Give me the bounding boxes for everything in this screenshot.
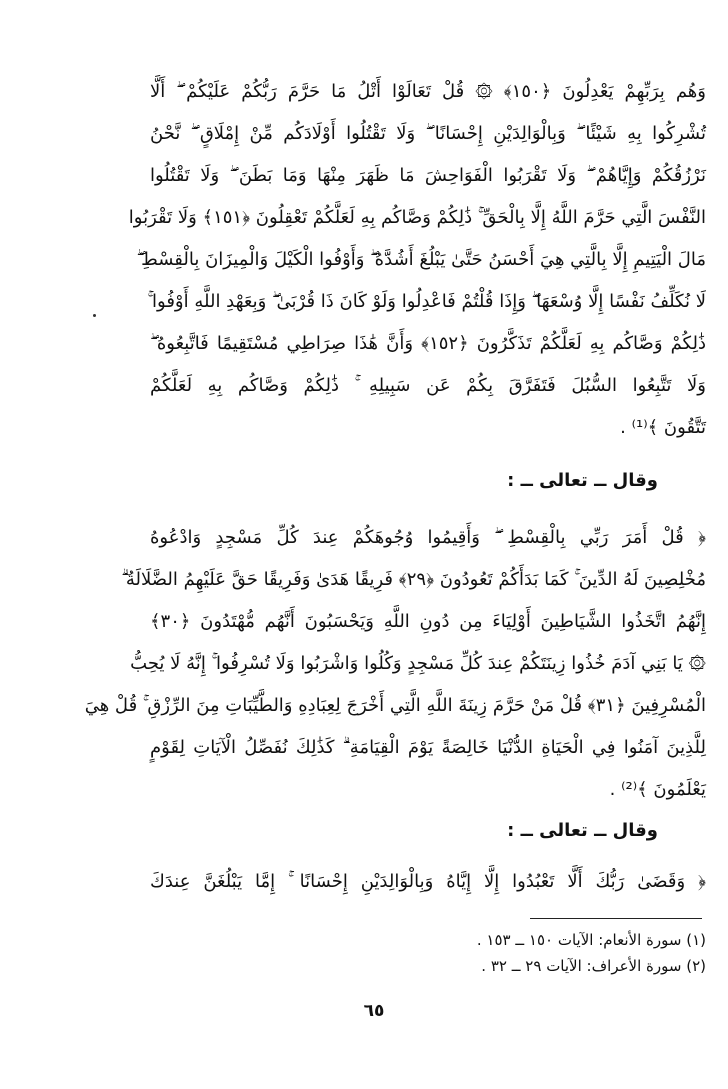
verse-line: النَّفْسَ الَّتِي حَرَّمَ اللَّهُ إِلَّا بِالْحَقِّ ۚ ذَٰلِكُمْ وَصَّاكُم بِهِ لَعَلَّكُمْ تَعْقِلُونَ ﴿١٥١﴾ وَلَا تَقْرَبُوا — [128, 207, 706, 228]
verse-line: وَهُم بِرَبِّهِمْ يَعْدِلُونَ ﴿١٥٠﴾ ۞ قُلْ تَعَالَوْا أَتْلُ مَا حَرَّمَ رَبُّكُمْ عَلَيْكُمْ ۖ أَلَّا — [150, 81, 706, 102]
scan-speck — [93, 314, 96, 317]
verse-line: لِلَّذِينَ آمَنُوا فِي الْحَيَاةِ الدُّنْيَا خَالِصَةً يَوْمَ الْقِيَامَةِ ۗ كَذَٰلِكَ نُفَصِّلُ الْآيَاتِ لِقَوْمٍ — [150, 737, 706, 758]
verse-line: لَا نُكَلِّفُ نَفْسًا إِلَّا وُسْعَهَا ۖ وَإِذَا قُلْتُمْ فَاعْدِلُوا وَلَوْ كَانَ ذَا قُرْبَىٰ ۖ وَبِعَهْدِ اللَّهِ أَوْفُوا ۚ — [147, 291, 706, 312]
verse-line: الْمُسْرِفِينَ ﴿٣١﴾ قُلْ مَنْ حَرَّمَ زِينَةَ اللَّهِ الَّتِي أَخْرَجَ لِعِبَادِهِ وَالطَّيِّبَاتِ مِنَ الرِّزْقِ ۚ قُلْ هِيَ — [84, 695, 706, 716]
verse-line: مُخْلِصِينَ لَهُ الدِّينَ ۚ كَمَا بَدَأَكُمْ تَعُودُونَ ﴿٢٩﴾ فَرِيقًا هَدَىٰ وَفَرِيقًا حَقَّ عَلَيْهِمُ الضَّلَالَةُ ۗ — [121, 569, 706, 590]
section-heading: وقال ــ تعالى ــ : — [507, 820, 658, 841]
footnote: (١) سورة الأنعام: الآيات ١٥٠ ــ ١٥٣ . — [476, 931, 706, 949]
page-number: ٦٥ — [363, 1001, 385, 1021]
verse-line: نَرْزُقُكُمْ وَإِيَّاهُمْ ۖ وَلَا تَقْرَبُوا الْفَوَاحِشَ مَا ظَهَرَ مِنْهَا وَمَا بَطَنَ ۖ وَلَا تَقْتُلُوا — [150, 165, 706, 186]
verse-line: ﴿ قُلْ أَمَرَ رَبِّي بِالْقِسْطِ ۖ وَأَقِيمُوا وُجُوهَكُمْ عِندَ كُلِّ مَسْجِدٍ وَادْعُوهُ — [150, 527, 706, 548]
verse-line: إِنَّهُمُ اتَّخَذُوا الشَّيَاطِينَ أَوْلِيَاءَ مِن دُونِ اللَّهِ وَيَحْسَبُونَ أَنَّهُم مُّهْتَدُونَ ﴿٣٠﴾ — [150, 611, 706, 632]
verse-line: مَالَ الْيَتِيمِ إِلَّا بِالَّتِي هِيَ أَحْسَنُ حَتَّىٰ يَبْلُغَ أَشُدَّهُ ۖ وَأَوْفُوا الْكَيْلَ وَالْمِيزَانَ بِالْقِسْطِ ۖ — [136, 249, 706, 270]
verse-line: ذَٰلِكُمْ وَصَّاكُم بِهِ لَعَلَّكُمْ تَذَكَّرُونَ ﴿١٥٢﴾ وَأَنَّ هَٰذَا صِرَاطِي مُسْتَقِيمًا فَاتَّبِعُوهُ ۖ — [150, 333, 706, 354]
footnote: (٢) سورة الأعراف: الآيات ٢٩ ــ ٣٢ . — [481, 957, 706, 975]
verse-line: تُشْرِكُوا بِهِ شَيْئًا ۖ وَبِالْوَالِدَيْنِ إِحْسَانًا ۖ وَلَا تَقْتُلُوا أَوْلَادَكُم مِّنْ إِمْلَاقٍ ۖ نَّحْنُ — [150, 123, 706, 144]
footnote-divider — [530, 918, 702, 919]
verse-line: ۞ يَا بَنِي آدَمَ خُذُوا زِينَتَكُمْ عِندَ كُلِّ مَسْجِدٍ وَكُلُوا وَاشْرَبُوا وَلَا تُسْرِفُوا ۚ إِنَّهُ لَا يُحِبُّ — [130, 653, 706, 674]
verse-line: وَلَا تَتَّبِعُوا السُّبُلَ فَتَفَرَّقَ بِكُمْ عَن سَبِيلِهِ ۚ ذَٰلِكُمْ وَصَّاكُم بِهِ لَعَلَّكُمْ — [150, 375, 706, 396]
section-heading: وقال ــ تعالى ــ : — [507, 470, 658, 491]
verse-line: تَتَّقُونَ ﴾⁽¹⁾ . — [620, 417, 706, 438]
verse-line: ﴿ وَقَضَىٰ رَبُّكَ أَلَّا تَعْبُدُوا إِلَّا إِيَّاهُ وَبِالْوَالِدَيْنِ إِحْسَانًا ۚ إِمَّا يَبْلُغَنَّ عِندَكَ — [150, 871, 706, 892]
verse-line: يَعْلَمُونَ ﴾⁽²⁾ . — [609, 779, 706, 800]
